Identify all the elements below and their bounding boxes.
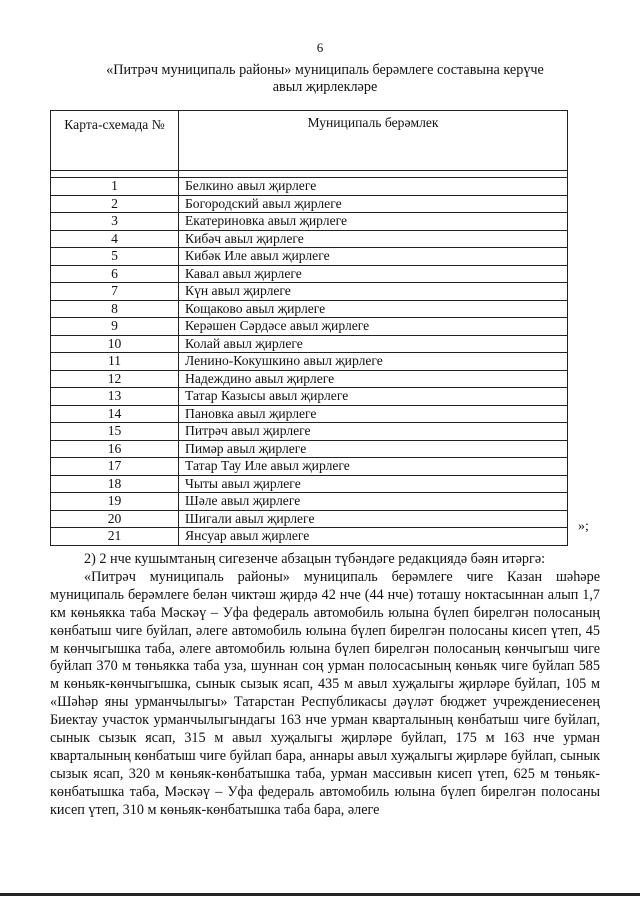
row-number: 5 <box>51 248 179 266</box>
row-municipality-name: Татар Тау Иле авыл җирлеге <box>179 458 568 476</box>
table-row <box>51 528 568 546</box>
row-number: 9 <box>51 318 179 336</box>
column-header-map-number: Карта-схемада № <box>51 111 179 171</box>
table-row <box>51 283 568 301</box>
table-row <box>51 318 568 336</box>
table-closing-mark: »; <box>578 519 589 534</box>
paragraph-intro: 2) 2 нче кушымтаның сигезенче абзацын түбәндәге редакциядә бәян итәргә: <box>84 551 546 567</box>
table-row <box>51 195 568 213</box>
table-row <box>51 300 568 318</box>
row-municipality-name: Пановка авыл җирлеге <box>179 405 568 423</box>
table-row <box>51 213 568 231</box>
table-row <box>51 510 568 528</box>
row-number: 11 <box>51 353 179 371</box>
row-number: 12 <box>51 370 179 388</box>
table-row <box>51 475 568 493</box>
paragraph-main: «Питрәч муниципаль районы» муниципаль берәмлеге чиге Казан шәһәре муниципаль берәмлеге белән чиктәш җирдә 42 нче (44 нче) тоташу ноктасыннан алып 1,7 км көньякка таба Мәскәү – Уфа федераль автомобиль юлына бүлеп бирелгән полосаның көнбатыш чиге буйлап, әлеге автомобиль юлына бүлеп бирелгән полосаны кисеп үтеп, 45 м көнчыгышка таба, әлеге автомобиль юлына бүлеп бирелгән полосаның көнчыгыш чиге буйлап 370 м төньякка таба уза, шуннан соң урман полосасының көньяк чиге буйлап 585 м көньяк-көнчыгышка, сынык сызык ясап, 435 м авыл хуҗалыгы җирләре буйлап, 105 м «Шәһәр яны урманчылыгы» Татарстан Республикасы дәүләт бюджет учреждениесенең Биектау участок урманчылыгындагы 163 нче урман кварталының көнбатыш чиге буйлап, сынык сызык ясап, 315 м авыл хуҗалыгы җирләре буйлап, 175 м 163 нче урман кварталының көнбатыш чиге буйлап бара, аннары авыл хуҗалыгы җирләре буйлап, сынык сызык ясап, 320 м көньяк-көнбатышка таба, урман массивын кисеп үтеп, 625 м төньяк-көнбатышка таба, Мәскәү – Уфа федераль автомобиль юлына бүлеп бирелгән полосаны кисеп үтеп, 310 м көньяк-көнбатышка таба бара, әлеге <box>50 568 600 818</box>
row-municipality-name: Екатериновка авыл җирлеге <box>179 213 568 231</box>
row-number: 2 <box>51 195 179 213</box>
municipal-table <box>50 110 568 546</box>
table-spacer-row <box>51 171 568 178</box>
row-number: 13 <box>51 388 179 406</box>
row-municipality-name: Чыты авыл җирлеге <box>179 475 568 493</box>
table-row <box>51 458 568 476</box>
row-number: 21 <box>51 528 179 546</box>
row-municipality-name: Күн авыл җирлеге <box>179 283 568 301</box>
bottom-border <box>0 893 640 896</box>
row-municipality-name: Белкино авыл җирлеге <box>179 178 568 196</box>
row-number: 20 <box>51 510 179 528</box>
table-row <box>51 440 568 458</box>
row-municipality-name: Ленино-Кокушкино авыл җирлеге <box>179 353 568 371</box>
row-number: 4 <box>51 230 179 248</box>
row-number: 14 <box>51 405 179 423</box>
table-row <box>51 405 568 423</box>
page-number: 6 <box>316 40 324 55</box>
row-number: 17 <box>51 458 179 476</box>
table-row <box>51 493 568 511</box>
row-number: 19 <box>51 493 179 511</box>
table-row <box>51 388 568 406</box>
page-title: «Питрәч муниципаль районы» муниципаль берәмлеге составына керүче авыл җирлекләре <box>106 62 544 95</box>
row-number: 3 <box>51 213 179 231</box>
table-row <box>51 248 568 266</box>
table-row <box>51 335 568 353</box>
table-row <box>51 353 568 371</box>
table-header-row <box>51 111 568 171</box>
row-number: 16 <box>51 440 179 458</box>
row-number: 8 <box>51 300 179 318</box>
row-number: 7 <box>51 283 179 301</box>
table-row <box>51 370 568 388</box>
row-municipality-name: Кощаково авыл җирлеге <box>179 300 568 318</box>
table-row <box>51 230 568 248</box>
table-row <box>51 178 568 196</box>
row-municipality-name: Татар Казысы авыл җирлеге <box>179 388 568 406</box>
row-municipality-name: Кибәч авыл җирлеге <box>179 230 568 248</box>
row-municipality-name: Пимәр авыл җирлеге <box>179 440 568 458</box>
row-municipality-name: Кибәк Иле авыл җирлеге <box>179 248 568 266</box>
row-municipality-name: Кавал авыл җирлеге <box>179 265 568 283</box>
row-number: 6 <box>51 265 179 283</box>
row-municipality-name: Надеждино авыл җирлеге <box>179 370 568 388</box>
column-header-municipality: Муниципаль берәмлек <box>179 111 568 171</box>
body-text <box>50 551 600 820</box>
row-municipality-name: Янсуар авыл җирлеге <box>179 528 568 546</box>
row-municipality-name: Колай авыл җирлеге <box>179 335 568 353</box>
row-municipality-name: Керәшен Сәрдәсе авыл җирлеге <box>179 318 568 336</box>
row-number: 18 <box>51 475 179 493</box>
row-municipality-name: Шигали авыл җирлеге <box>179 510 568 528</box>
table-row <box>51 265 568 283</box>
row-municipality-name: Шәле авыл җирлеге <box>179 493 568 511</box>
row-number: 15 <box>51 423 179 441</box>
row-number: 10 <box>51 335 179 353</box>
table-row <box>51 423 568 441</box>
row-municipality-name: Богородский авыл җирлеге <box>179 195 568 213</box>
row-number: 1 <box>51 178 179 196</box>
row-municipality-name: Питрәч авыл җирлеге <box>179 423 568 441</box>
table-body <box>51 171 568 546</box>
